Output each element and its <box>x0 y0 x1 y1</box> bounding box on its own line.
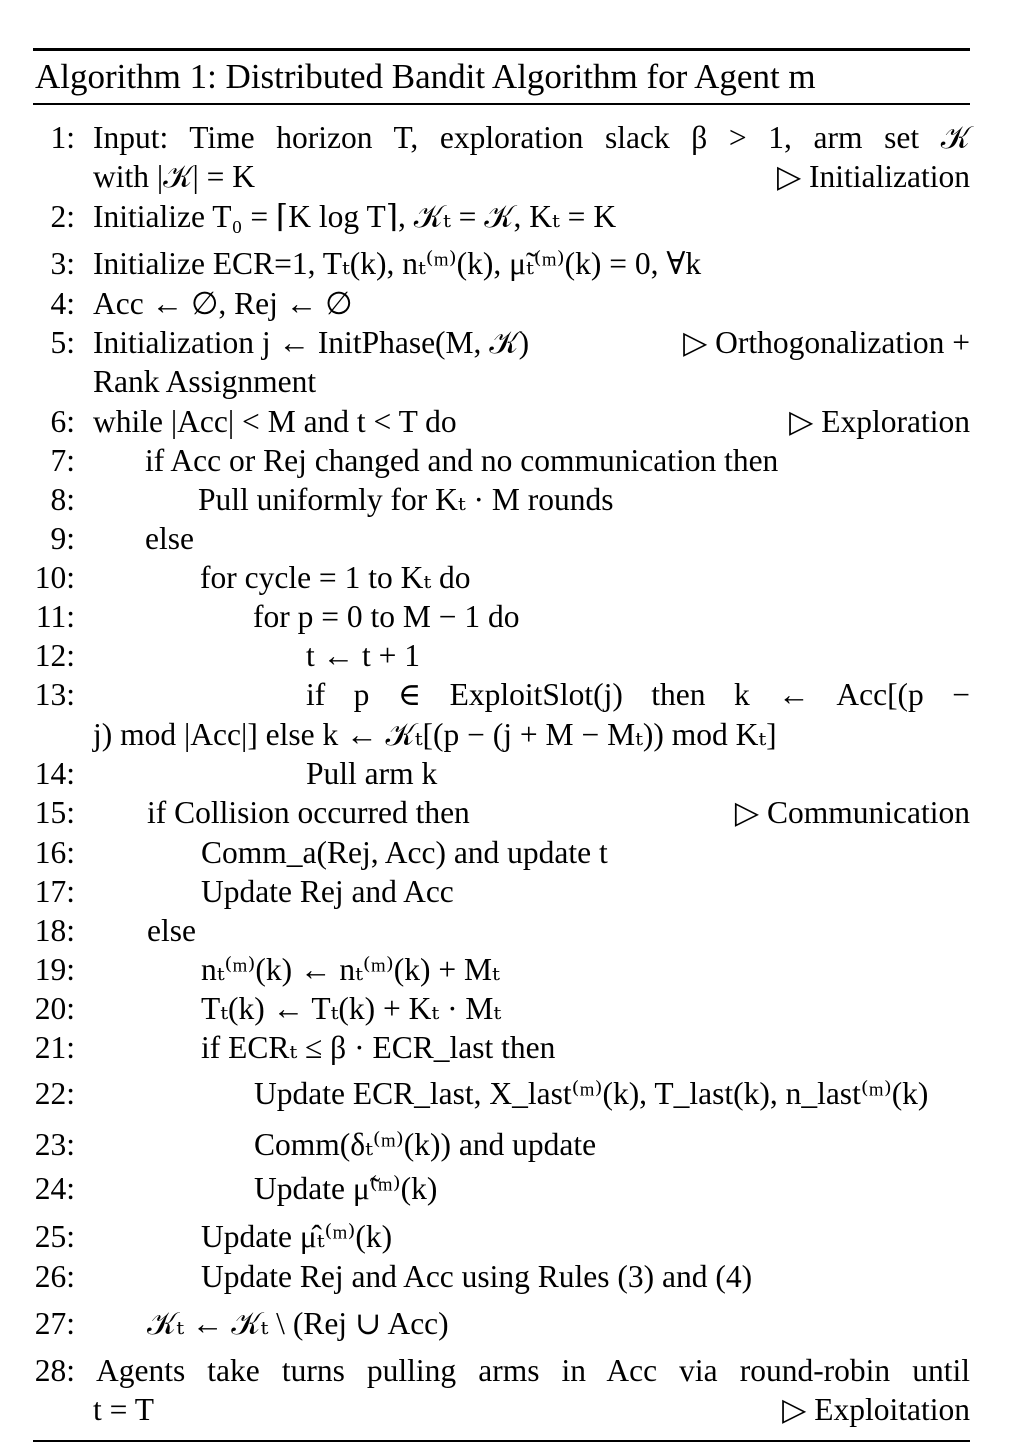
line-text: t ← t + 1 <box>306 638 421 673</box>
algorithm-line <box>0 754 970 794</box>
line-text: Initialize ECR=1, Tₜ(k), nₜ⁽ᵐ⁾(k), μ̃ₜ⁽ᵐ⁾(k) = 0, ∀k <box>93 246 702 281</box>
line-number: 19: <box>34 952 75 987</box>
line-comment: ▷ Initialization <box>776 159 970 194</box>
algorithm-line <box>0 480 970 520</box>
line-text: Update Rej and Acc <box>201 874 454 909</box>
algorithm-line <box>0 441 970 481</box>
line-number: 14: <box>34 756 75 791</box>
line-text: for p = 0 to M − 1 do <box>253 599 520 634</box>
line-number: 11: <box>35 599 75 634</box>
line-number: 22: <box>34 1076 75 1111</box>
line-number: 10: <box>34 560 75 595</box>
line-text: if p ∈ ExploitSlot(j) then k ← Acc[(p − <box>306 677 970 712</box>
line-number: 24: <box>34 1171 75 1206</box>
line-number: 27: <box>34 1306 75 1341</box>
algorithm-line <box>0 558 970 598</box>
top-rule <box>33 48 970 51</box>
line-text: else <box>145 521 194 556</box>
line-number: 18: <box>34 913 75 948</box>
line-number: 15: <box>34 795 75 830</box>
algorithm-line <box>0 284 970 324</box>
line-number: 23: <box>34 1127 75 1162</box>
bottom-rule <box>33 1440 970 1442</box>
algorithm-line <box>0 1125 970 1165</box>
line-comment: ▷ Orthogonalization + <box>683 325 970 360</box>
algorithm-line <box>0 1028 970 1068</box>
line-text: if Acc or Rej changed and no communication then <box>145 443 779 478</box>
line-text: with |𝒦| = K <box>93 159 256 194</box>
line-text: Update μ̃⁽ᵐ⁾(k) <box>254 1171 438 1206</box>
line-text: Comm(δₜ⁽ᵐ⁾(k)) and update <box>254 1127 597 1162</box>
algorithm-line <box>0 715 970 755</box>
algorithm-line <box>0 1074 970 1114</box>
line-text: Pull arm k <box>306 756 438 791</box>
line-text: Initialization j ← InitPhase(M, 𝒦) <box>93 325 530 360</box>
line-number: 28: <box>34 1353 75 1388</box>
algorithm-line <box>0 1217 970 1257</box>
line-comment: ▷ Exploitation <box>782 1392 970 1427</box>
line-number: 12: <box>34 638 75 673</box>
line-text: Agents take turns pulling arms in Acc via round-robin until <box>96 1353 970 1388</box>
line-text: Update Rej and Acc using Rules (3) and (4) <box>201 1259 753 1294</box>
line-number: 26: <box>34 1259 75 1294</box>
line-text: Tₜ(k) ← Tₜ(k) + Kₜ · Mₜ <box>201 991 502 1026</box>
algorithm-line <box>0 1304 970 1344</box>
algorithm-line <box>0 402 970 442</box>
line-text: 𝒦ₜ ← 𝒦ₜ \ (Rej ∪ Acc) <box>147 1306 449 1341</box>
line-text: if ECRₜ ≤ β · ECR_last then <box>201 1030 556 1065</box>
algorithm-line <box>0 833 970 873</box>
algorithm-line <box>0 323 970 363</box>
line-number: 9: <box>50 521 75 556</box>
line-number: 25: <box>34 1219 75 1254</box>
line-text: while |Acc| < M and t < T do <box>93 404 457 439</box>
line-number: 4: <box>50 286 75 321</box>
line-text: if Collision occurred then <box>147 795 470 830</box>
line-number: 7: <box>50 443 75 478</box>
line-text: nₜ⁽ᵐ⁾(k) ← nₜ⁽ᵐ⁾(k) + Mₜ <box>201 952 500 987</box>
algorithm-line <box>0 675 970 715</box>
line-text: else <box>147 913 196 948</box>
algorithm-line <box>0 362 970 402</box>
line-text: Rank Assignment <box>93 364 317 399</box>
algorithm-line <box>0 911 970 951</box>
line-text: Initialize T₀ = ⌈K log T⌉, 𝒦ₜ = 𝒦, Kₜ = K <box>93 199 617 234</box>
algorithm-line <box>0 157 970 197</box>
line-comment: ▷ Exploration <box>789 404 970 439</box>
algorithm-line <box>0 244 970 284</box>
line-text: Update ECR_last, X_last⁽ᵐ⁾(k), T_last(k), n_last⁽ᵐ⁾(k) <box>254 1076 929 1111</box>
line-text: Input: Time horizon T, exploration slack β > 1, arm set 𝒦 <box>93 120 970 155</box>
line-number: 6: <box>50 404 75 439</box>
algorithm-line <box>0 1169 970 1209</box>
line-text: j) mod |Acc|] else k ← 𝒦ₜ[(p − (j + M − Mₜ)) mod Kₜ] <box>93 717 777 752</box>
line-number: 16: <box>34 835 75 870</box>
line-text: Comm_a(Rej, Acc) and update t <box>201 835 608 870</box>
title-rule <box>33 103 970 105</box>
algorithm-line <box>0 636 970 676</box>
line-text: Pull uniformly for Kₜ · M rounds <box>198 482 614 517</box>
algorithm-line <box>0 1390 970 1430</box>
line-number: 8: <box>50 482 75 517</box>
algorithm-line <box>0 597 970 637</box>
line-number: 21: <box>34 1030 75 1065</box>
algorithm-line <box>0 989 970 1029</box>
algorithm-line <box>0 197 970 237</box>
line-number: 13: <box>34 677 75 712</box>
algorithm-line <box>0 793 970 833</box>
line-text: Acc ← ∅, Rej ← ∅ <box>93 286 353 321</box>
algorithm-line <box>0 1351 970 1391</box>
algorithm-line <box>0 950 970 990</box>
line-comment: ▷ Communication <box>734 795 970 830</box>
algorithm-line <box>0 118 970 158</box>
line-text: t = T <box>93 1392 154 1427</box>
line-text: Update μ̂ₜ⁽ᵐ⁾(k) <box>201 1219 393 1254</box>
line-number: 1: <box>50 120 75 155</box>
line-number: 17: <box>34 874 75 909</box>
algorithm-line <box>0 519 970 559</box>
line-number: 2: <box>50 199 75 234</box>
line-number: 3: <box>50 246 75 281</box>
algorithm-line <box>0 872 970 912</box>
algorithm-line <box>0 1257 970 1297</box>
line-number: 5: <box>50 325 75 360</box>
line-text: for cycle = 1 to Kₜ do <box>200 560 471 595</box>
algorithm-title: Algorithm 1: Distributed Bandit Algorithm for Agent m <box>35 57 816 96</box>
line-number: 20: <box>34 991 75 1026</box>
